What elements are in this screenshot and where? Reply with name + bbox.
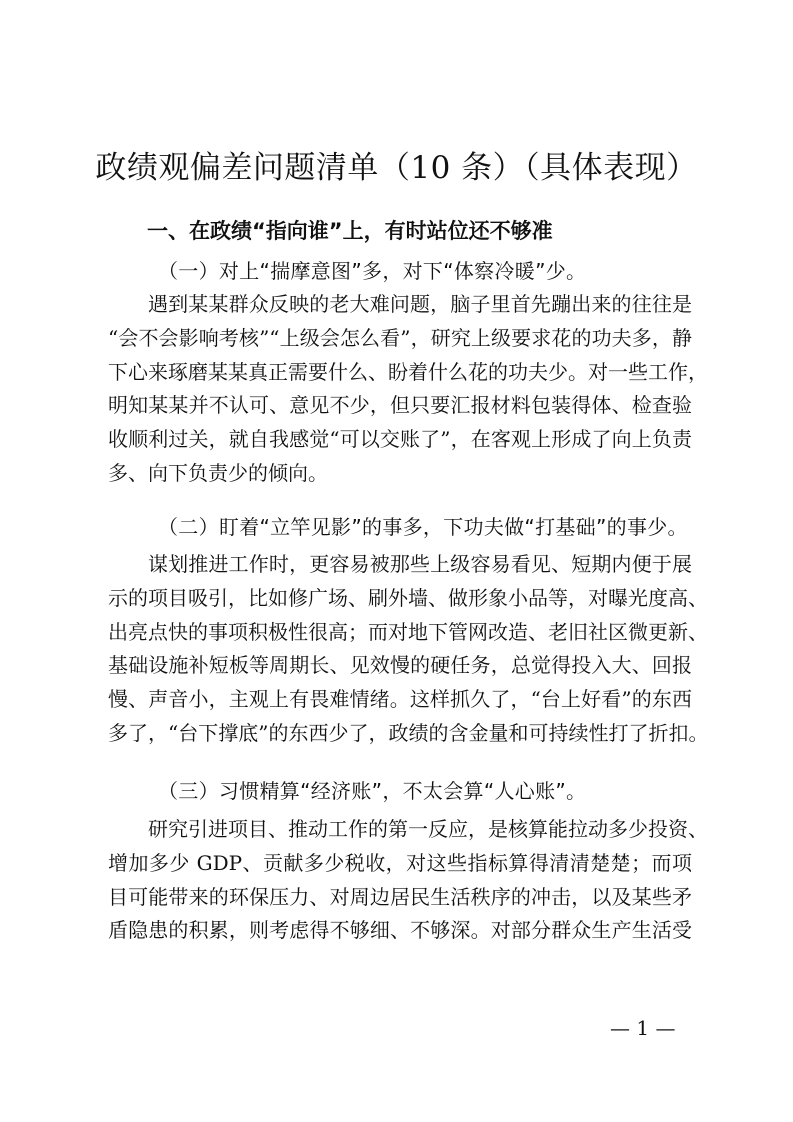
paragraph-line: 收顺利过关，就自我感觉“可以交账了”，在客观上形成了向上负责 [108, 427, 692, 452]
paragraph-line: 谋划推进工作时，更容易被那些上级容易看见、短期内便于展 [148, 552, 692, 576]
paragraph-line: 遇到某某群众反映的老大难问题，脑子里首先蹦出来的往往是 [148, 292, 692, 316]
paragraph-line: 出亮点快的事项积极性很高；而对地下管网改造、老旧社区微更新、 [108, 619, 708, 644]
paragraph-line: 明知某某并不认可、意见不少，但只要汇报材料包装得体、检查验 [108, 393, 692, 418]
paragraph-line: 研究引进项目、推动工作的第一反应，是核算能拉动多少投资、 [148, 817, 708, 841]
section-heading: 一、在政绩“指向谁”上，有时站位还不够准 [147, 219, 553, 243]
item-heading-3: （三）习惯精算“经济账”，不太会算“人心账”。 [158, 779, 587, 803]
document-title: 政绩观偏差问题清单（10 条）（具体表现） [95, 150, 698, 186]
paragraph-line: 慢、声音小，主观上有畏难情绪。这样抓久了，“台上好看”的东西 [108, 687, 692, 712]
item-paragraph-1 [108, 288, 708, 491]
item-heading-1: （一）对上“揣摩意图”多，对下“体察冷暖”少。 [158, 259, 587, 283]
item-paragraph-2 [108, 548, 709, 751]
paragraph-line: 下心来琢磨某某真正需要什么、盼着什么花的功夫少。对一些工作， [108, 359, 708, 384]
paragraph-line: 目可能带来的环保压力、对周边居民生活秩序的冲击，以及某些矛 [108, 884, 692, 909]
page-number: — 1 — [610, 1016, 676, 1040]
item-heading-2: （二）盯着“立竿见影”的事多，下功夫做“打基础”的事少。 [158, 515, 688, 539]
paragraph-line: “会不会影响考核”“上级会怎么看”，研究上级要求花的功夫多，静 [108, 325, 692, 350]
paragraph-line: 多、向下负责少的倾向。 [108, 460, 328, 485]
item-paragraph-3 [108, 813, 708, 948]
paragraph-line: 基础设施补短板等周期长、见效慢的硬任务，总觉得投入大、回报 [108, 653, 692, 678]
paragraph-line: 多了，“台下撑底”的东西少了，政绩的含金量和可持续性打了折扣。 [108, 720, 709, 745]
paragraph-line: 盾隐患的积累，则考虑得不够细、不够深。对部分群众生产生活受 [108, 918, 692, 943]
paragraph-line: 示的项目吸引，比如修广场、刷外墙、做形象小品等，对曝光度高、 [108, 585, 708, 610]
paragraph-line: 增加多少 GDP、贡献多少税收，对这些指标算得清清楚楚；而项 [108, 850, 692, 875]
